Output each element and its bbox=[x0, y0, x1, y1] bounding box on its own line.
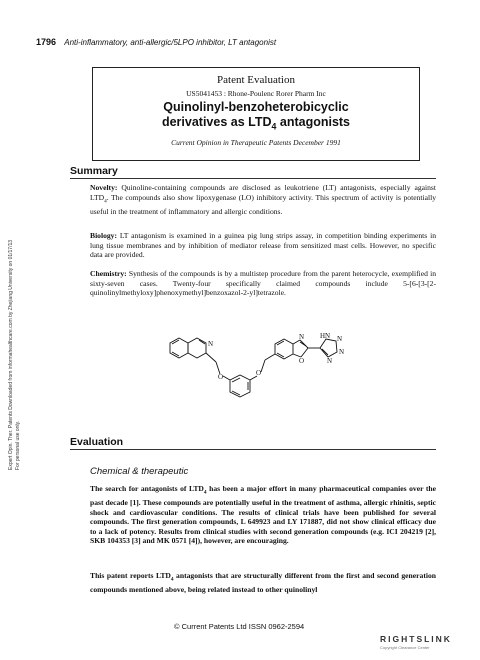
evaluation-heading: Evaluation bbox=[70, 436, 124, 448]
ether-o2-label: O bbox=[256, 369, 262, 377]
chemical-structure bbox=[160, 332, 376, 410]
tetrazole-n2-label: N bbox=[339, 348, 345, 356]
article-title-line1: Quinolinyl-benzoheterobicyclic bbox=[163, 100, 349, 114]
side-personal-use-note: For personal use only. bbox=[15, 420, 21, 470]
copyright-footer: © Current Patents Ltd ISSN 0962-2594 bbox=[174, 622, 305, 631]
citation: Current Opinion in Therapeutic Patents December 1991 bbox=[171, 137, 341, 147]
evaluation-paragraph-1: The search for antagonists of $LTD_4$ has been a major effort in many pharmaceutical companies over the past decade [1]. These compounds are potentially useful in the treatment of asthma, allergic rhinitis, septic shock and cardiovascular conditions. The results of clinical trials have been published for several compounds. The first generation compounds, L 649923 and LY 171887, did not show clinical efficacy due to a lack of potency. Results from clinical studies with second generation compounds (e.g. ICI 204219 [2], SKB 104353 [3] and MK 0571 [4]), however, are encouraging. bbox=[90, 484, 436, 546]
rightslink-logo-sub: Copyright Clearance Center bbox=[380, 645, 430, 650]
evaluation-rule bbox=[70, 449, 436, 450]
chemistry-paragraph: Chemistry: Synthesis of the compounds is by a multistep procedure from the parent heterocycle, exemplified in sixty-seven cases. Twenty-four specifically claimed compounds include 5-[6-[3-[2-quinolinylmethyloxy]phenoxymethyl]benzoxazol-2-yl]tetrazole. bbox=[90, 269, 436, 297]
oxazole-o-label: O bbox=[299, 357, 305, 365]
running-title: Anti-inflammatory, anti-allergic/5LPO inhibitor, LT antagonist bbox=[64, 38, 277, 47]
quinoline-n-label: N bbox=[208, 340, 214, 348]
side-download-note: Expert Opin. Ther. Patents Downloaded from informahealthcare.com by Zhejiang University on 01/17/13 bbox=[8, 239, 14, 470]
title-box bbox=[92, 67, 420, 161]
page-header bbox=[36, 37, 276, 47]
tetrazole-n1-label: N bbox=[337, 335, 343, 343]
tetrazole-n3-label: N bbox=[327, 357, 333, 365]
oxazole-n-label: N bbox=[299, 333, 305, 341]
tetrazole-hn-label: HN bbox=[320, 332, 331, 340]
page-number: 1796 bbox=[36, 37, 57, 47]
evaluation-paragraph-2: This patent reports $LTD_4$ antagonists that are structurally different from the first and second generation compounds mentioned above, being related instead to other quinolinyl bbox=[90, 571, 436, 595]
rightslink-logo: RIGHTSLINK bbox=[380, 634, 452, 644]
novelty-paragraph: Novelty: Quinoline-containing compounds are disclosed as leukotriene (LT) antagonists, especially against $LTD_4$. The compounds also show lipoxygenase (LO) inhibitory activity. This spectrum of activity is potentially useful in the treatment of inflammatory and allergic conditions. bbox=[90, 183, 436, 216]
summary-rule bbox=[70, 178, 436, 179]
box-label: Patent Evaluation bbox=[217, 74, 295, 86]
evaluation-subheading: Chemical & therapeutic bbox=[90, 466, 189, 477]
biology-paragraph: Biology: LT antagonism is examined in a guinea pig lung strips assay, in competition binding experiments in lung tissue membranes and by inhibition of mediator release from sensitized mast cells. However, no specific data are provided. bbox=[90, 231, 436, 259]
article-title-line2: derivatives as $LTD_4$ antagonists bbox=[161, 115, 351, 132]
side-watermark bbox=[3, 120, 29, 470]
summary-heading: Summary bbox=[70, 165, 118, 177]
ether-o1-label: O bbox=[218, 373, 224, 381]
patent-number: US5041453 : Rhone-Poulenc Rorer Pharm Inc bbox=[186, 89, 326, 98]
